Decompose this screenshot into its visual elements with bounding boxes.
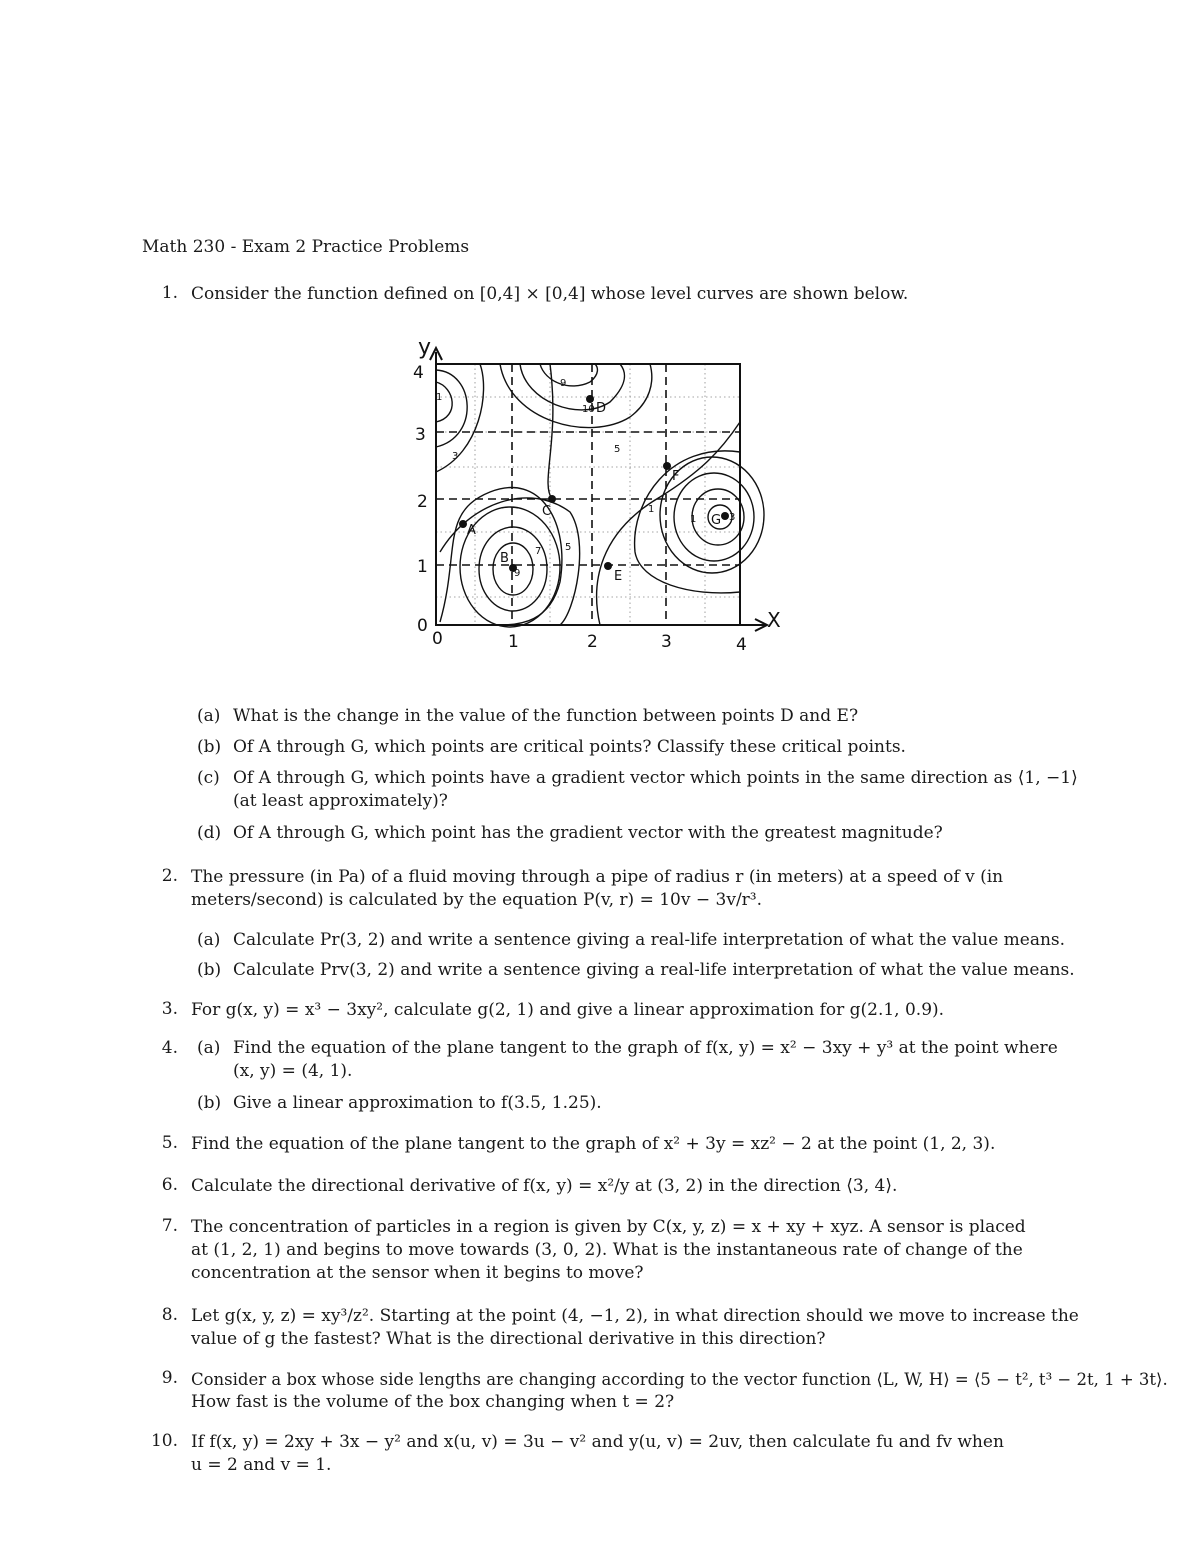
problem-8-line2: value of g the fastest? What is the directional derivative in this direction? xyxy=(191,1329,826,1349)
problem-8-number: 8. xyxy=(161,1305,178,1325)
point-f-marker xyxy=(663,462,671,470)
problem-4b-text: Give a linear approximation to f(3.5, 1.25). xyxy=(233,1093,602,1113)
svg-text:7: 7 xyxy=(535,546,542,557)
problem-1c-line2: (at least approximately)? xyxy=(233,791,448,811)
problem-2-number: 2. xyxy=(161,866,178,886)
problem-9-line2: How fast is the volume of the box changing when t = 2? xyxy=(191,1392,675,1412)
problem-1d-label: (d) xyxy=(197,823,222,843)
problem-4a-line1: Find the equation of the plane tangent to the graph of f(x, y) = x² − 3xy + y³ at the point where xyxy=(233,1038,1058,1058)
problem-9-number: 9. xyxy=(161,1368,178,1388)
point-a-label: A xyxy=(467,523,476,538)
svg-text:1: 1 xyxy=(436,392,443,403)
point-b-label: B xyxy=(500,551,509,566)
x-tick-2: 2 xyxy=(587,632,598,652)
x-tick-1: 1 xyxy=(508,632,519,652)
svg-text:9: 9 xyxy=(514,568,521,579)
problem-2a-text: Calculate Pr(3, 2) and write a sentence giving a real-life interpretation of what the value means. xyxy=(233,930,1066,950)
point-a-marker xyxy=(459,520,467,528)
problem-2-line1: The pressure (in Pa) of a fluid moving through a pipe of radius r (in meters) at a speed of v (in xyxy=(191,867,1004,887)
problem-4b-label: (b) xyxy=(197,1093,222,1113)
y-tick-3: 3 xyxy=(415,425,426,445)
point-e-label: E xyxy=(614,569,623,584)
problem-2b-label: (b) xyxy=(197,960,222,980)
y-axis-label: y xyxy=(418,335,432,360)
problem-6-text: Calculate the directional derivative of f(x, y) = x²/y at (3, 2) in the direction ⟨3, 4⟩. xyxy=(191,1176,898,1196)
svg-text:3: 3 xyxy=(729,512,736,523)
problem-1c-label: (c) xyxy=(197,768,220,788)
problem-9-line1: Consider a box whose side lengths are changing according to the vector function ⟨L, W, H⟩ = ⟨5 − t², t³ − 2t, 1 + 3t⟩. xyxy=(191,1370,1168,1389)
point-d-label: D xyxy=(596,401,607,416)
problem-7-line2: at (1, 2, 1) and begins to move towards (3, 0, 2). What is the instantaneous rate of change of the xyxy=(191,1240,1023,1260)
problem-4a-line2: (x, y) = (4, 1). xyxy=(233,1061,353,1081)
x-axis-arrow xyxy=(436,619,767,631)
x-tick-0: 0 xyxy=(432,629,443,649)
y-tick-2: 2 xyxy=(417,492,428,512)
svg-text:9: 9 xyxy=(560,378,567,389)
svg-text:10: 10 xyxy=(582,404,595,415)
y-tick-4: 4 xyxy=(413,363,424,383)
svg-text:1: 1 xyxy=(690,514,697,525)
problem-10-number: 10. xyxy=(150,1431,178,1451)
x-tick-4: 4 xyxy=(736,635,747,655)
svg-text:3: 3 xyxy=(452,451,459,462)
y-tick-1: 1 xyxy=(417,557,428,577)
point-f-label: F xyxy=(672,469,680,484)
problem-4a-label: (a) xyxy=(197,1038,221,1058)
point-e-marker xyxy=(604,562,612,570)
problem-6-number: 6. xyxy=(161,1175,178,1195)
point-d-marker xyxy=(586,395,594,403)
problem-7-line1: The concentration of particles in a region is given by C(x, y, z) = x + xy + xyz. A sensor is placed xyxy=(191,1217,1026,1237)
problem-1b-label: (b) xyxy=(197,737,222,757)
y-axis-arrow xyxy=(430,348,442,625)
problem-4-number: 4. xyxy=(161,1038,178,1058)
page-title: Math 230 - Exam 2 Practice Problems xyxy=(142,237,470,257)
x-tick-3: 3 xyxy=(661,632,672,652)
y-tick-0: 0 xyxy=(417,616,428,636)
problem-1d-text: Of A through G, which point has the gradient vector with the greatest magnitude? xyxy=(233,823,943,843)
problem-1b-text: Of A through G, which points are critical points? Classify these critical points. xyxy=(233,737,906,757)
svg-text:1: 1 xyxy=(648,504,655,515)
x-axis-label: X xyxy=(767,608,781,632)
problem-1-text: Consider the function defined on [0,4] × [0,4] whose level curves are shown below. xyxy=(191,284,909,304)
problem-10-line1: If f(x, y) = 2xy + 3x − y² and x(u, v) = 3u − v² and y(u, v) = 2uv, then calculate fu and fv when xyxy=(191,1432,1004,1452)
point-g-label: G xyxy=(711,513,722,528)
problem-7-number: 7. xyxy=(161,1216,178,1236)
problem-8-line1: Let g(x, y, z) = xy³/z². Starting at the point (4, −1, 2), in what direction should we move to increase the xyxy=(191,1306,1079,1326)
point-c-marker xyxy=(548,495,556,503)
problem-1c-line1: Of A through G, which points have a gradient vector which points in the same direction as ⟨1, −1⟩ xyxy=(233,768,1078,788)
point-c-label: C xyxy=(542,504,552,519)
problem-1a-label: (a) xyxy=(197,706,221,726)
problem-5-text: Find the equation of the plane tangent to the graph of x² + 3y = xz² − 2 at the point (1, 2, 3). xyxy=(191,1134,996,1154)
svg-text:5: 5 xyxy=(614,444,621,455)
problem-5-number: 5. xyxy=(161,1133,178,1153)
svg-text:5: 5 xyxy=(565,542,572,553)
problem-1-number: 1. xyxy=(161,283,178,303)
problem-3-text: For g(x, y) = x³ − 3xy², calculate g(2, 1) and give a linear approximation for g(2.1, 0.9). xyxy=(191,1000,945,1020)
problem-7-line3: concentration at the sensor when it begins to move? xyxy=(191,1263,644,1283)
problem-2b-text: Calculate Prv(3, 2) and write a sentence giving a real-life interpretation of what the value means. xyxy=(233,960,1075,980)
point-g-marker xyxy=(721,512,729,520)
problem-2a-label: (a) xyxy=(197,930,221,950)
level-curve-figure xyxy=(400,322,790,662)
problem-3-number: 3. xyxy=(161,999,178,1019)
problem-10-line2: u = 2 and v = 1. xyxy=(191,1455,332,1475)
problem-2-line2: meters/second) is calculated by the equation P(v, r) = 10v − 3v/r³. xyxy=(191,890,763,910)
problem-1a-text: What is the change in the value of the function between points D and E? xyxy=(233,706,859,726)
